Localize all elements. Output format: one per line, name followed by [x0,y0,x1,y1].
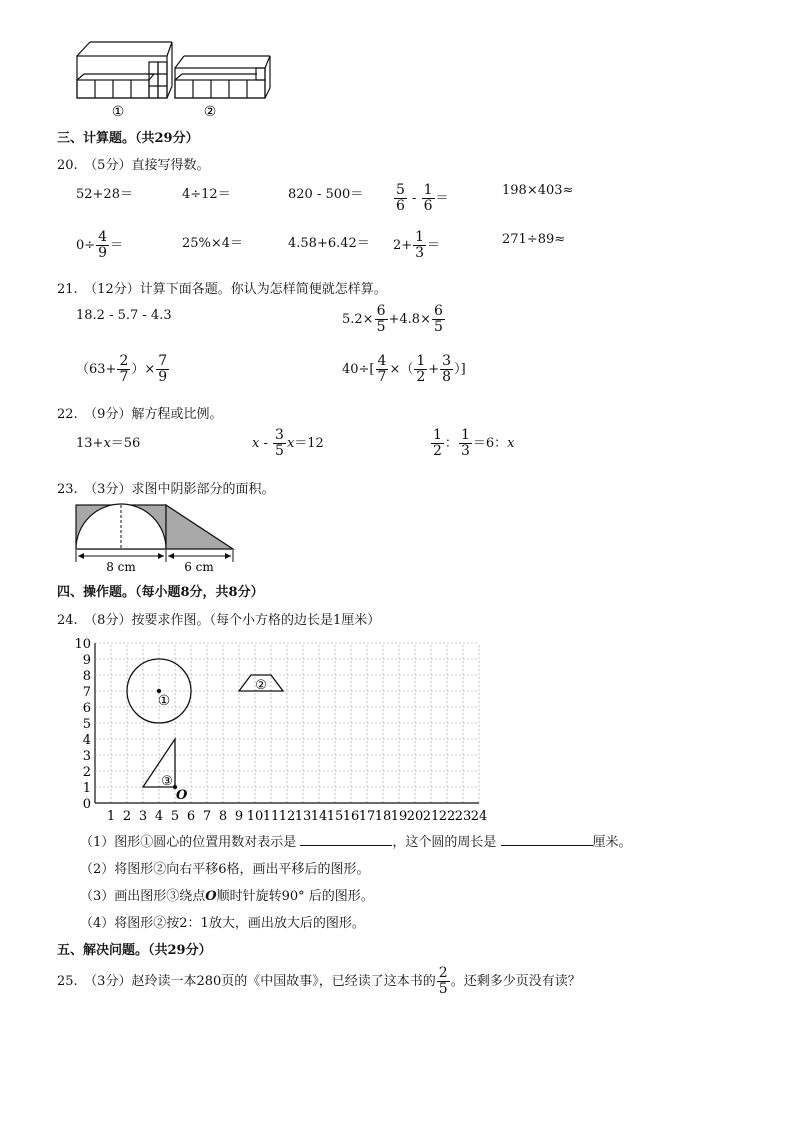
x-tick-label: 17 [358,809,376,822]
label-8cm: 8 cm [106,560,136,574]
q20-r2-b: 25%×4＝ [182,236,244,251]
shape3-label: ③ [161,774,173,789]
q22-e2: x - $\frac{3}{5}$ x＝12 [252,427,324,459]
q25-text: 25. （3分）赵玲读一本280页的《中国故事》，已经读了这本书的 $\frac{2}{5}$ 。还剩多少页没有读？ [57,965,581,997]
x-tick-label: 18 [374,809,392,822]
answer-blank-center[interactable] [300,833,392,846]
q24-item1: （1）图形①圆心的位置用数对表示是 ，这个圆的周长是 厘米。 [80,835,632,850]
q24-item4: （4）将图形②按2：1放大，画出放大后的图形。 [80,916,365,931]
q21-e4: 40÷[ $\frac{4}{7}$ ×（ $\frac{1}{2}$ + $\frac{3}{8}$ ）] [342,353,466,385]
q20-r2-d: 2+ $\frac{1}{3}$ ＝ [393,229,441,261]
y-tick-label: 9 [82,653,91,668]
y-tick-label: 6 [82,701,91,716]
q20-r1-a: 52+28＝ [76,187,133,202]
y-tick-label: 3 [82,749,91,764]
y-tick-label: 0 [82,797,91,812]
x-tick-label: 15 [326,809,344,822]
x-tick-label: 24 [470,809,488,822]
answer-blank-circumference[interactable] [501,833,593,846]
x-tick-label: 9 [234,809,244,822]
shape1-label: ① [157,693,171,709]
x-tick-label: 4 [154,809,164,822]
x-tick-label: 14 [310,809,328,822]
y-tick-label: 7 [82,685,91,700]
q21-e3: （63+ $\frac{2}{7}$ ）× $\frac{7}{9}$ [76,353,168,385]
y-tick-label: 1 [82,781,91,796]
q22-e1: 13+x＝56 [76,436,141,451]
x-tick-label: 11 [262,809,280,822]
x-tick-label: 1 [106,809,116,822]
x-tick-label: 13 [294,809,312,822]
q22-header: 22. （9分）解方程或比例。 [57,407,223,422]
q21-e2: 5.2× $\frac{6}{5}$ +4.8× $\frac{6}{5}$ [342,303,443,335]
x-tick-label: 8 [218,809,228,822]
q21-e1: 18.2 - 5.7 - 4.3 [76,308,172,323]
x-tick-label: 7 [202,809,212,822]
point-o-label: O [176,788,188,803]
x-tick-label: 21 [422,809,440,822]
x-tick-label: 23 [454,809,472,822]
q20-r1-e: 198×403≈ [502,183,574,198]
q20-header: 20. （5分）直接写得数。 [57,158,210,173]
x-tick-label: 10 [246,809,264,822]
y-tick-label: 2 [82,765,91,780]
label-6cm: 6 cm [184,560,214,574]
x-tick-label: 6 [186,809,196,822]
section4-title: 四、操作题。（每小题8分，共8分） [57,585,264,600]
q24-header: 24. （8分）按要求作图。（每个小方格的边长是1厘米） [57,613,381,628]
q20-r2-e: 271÷89≈ [502,232,566,247]
q24-item3: （3）画出图形③绕点O顺时针旋转90° 后的图形。 [80,889,374,904]
q20-r1-c: 820 - 500＝ [288,187,364,202]
q20-r1-d: $\frac{5}{6}$ - $\frac{1}{6}$ ＝ [396,182,449,214]
x-tick-label: 19 [390,809,408,822]
x-tick-label: 20 [406,809,424,822]
shaded-area-figure [70,500,245,575]
box2-label: ② [203,104,217,120]
shape2-label: ② [255,678,267,693]
section5-title: 五、解决问题。（共29分） [57,943,212,958]
q22-e3: $\frac{1}{2}$ ： $\frac{1}{3}$ ＝6：x [433,427,515,459]
x-tick-label: 3 [138,809,148,822]
q21-header: 21. （12分）计算下面各题。你认为怎样简便就怎样算。 [57,282,387,297]
y-tick-label: 5 [82,717,91,732]
q20-r1-b: 4÷12＝ [182,187,231,202]
x-tick-label: 22 [438,809,456,822]
x-tick-label: 16 [342,809,360,822]
q24-item2: （2）将图形②向右平移6格，画出平移后的图形。 [80,862,370,877]
coordinate-grid [70,632,490,822]
q20-r2-a: 0÷ $\frac{4}{9}$ ＝ [76,229,124,261]
x-tick-label: 2 [122,809,132,822]
y-tick-label: 10 [74,637,91,652]
section3-title: 三、计算题。（共29分） [57,131,199,146]
x-tick-label: 12 [278,809,296,822]
y-tick-label: 8 [82,669,91,684]
box-figures [72,38,282,120]
x-tick-label: 5 [170,809,180,822]
q20-r2-c: 4.58+6.42＝ [288,236,370,251]
q23-header: 23. （3分）求图中阴影部分的面积。 [57,482,275,497]
y-tick-label: 4 [82,733,91,748]
box1-label: ① [111,104,125,120]
